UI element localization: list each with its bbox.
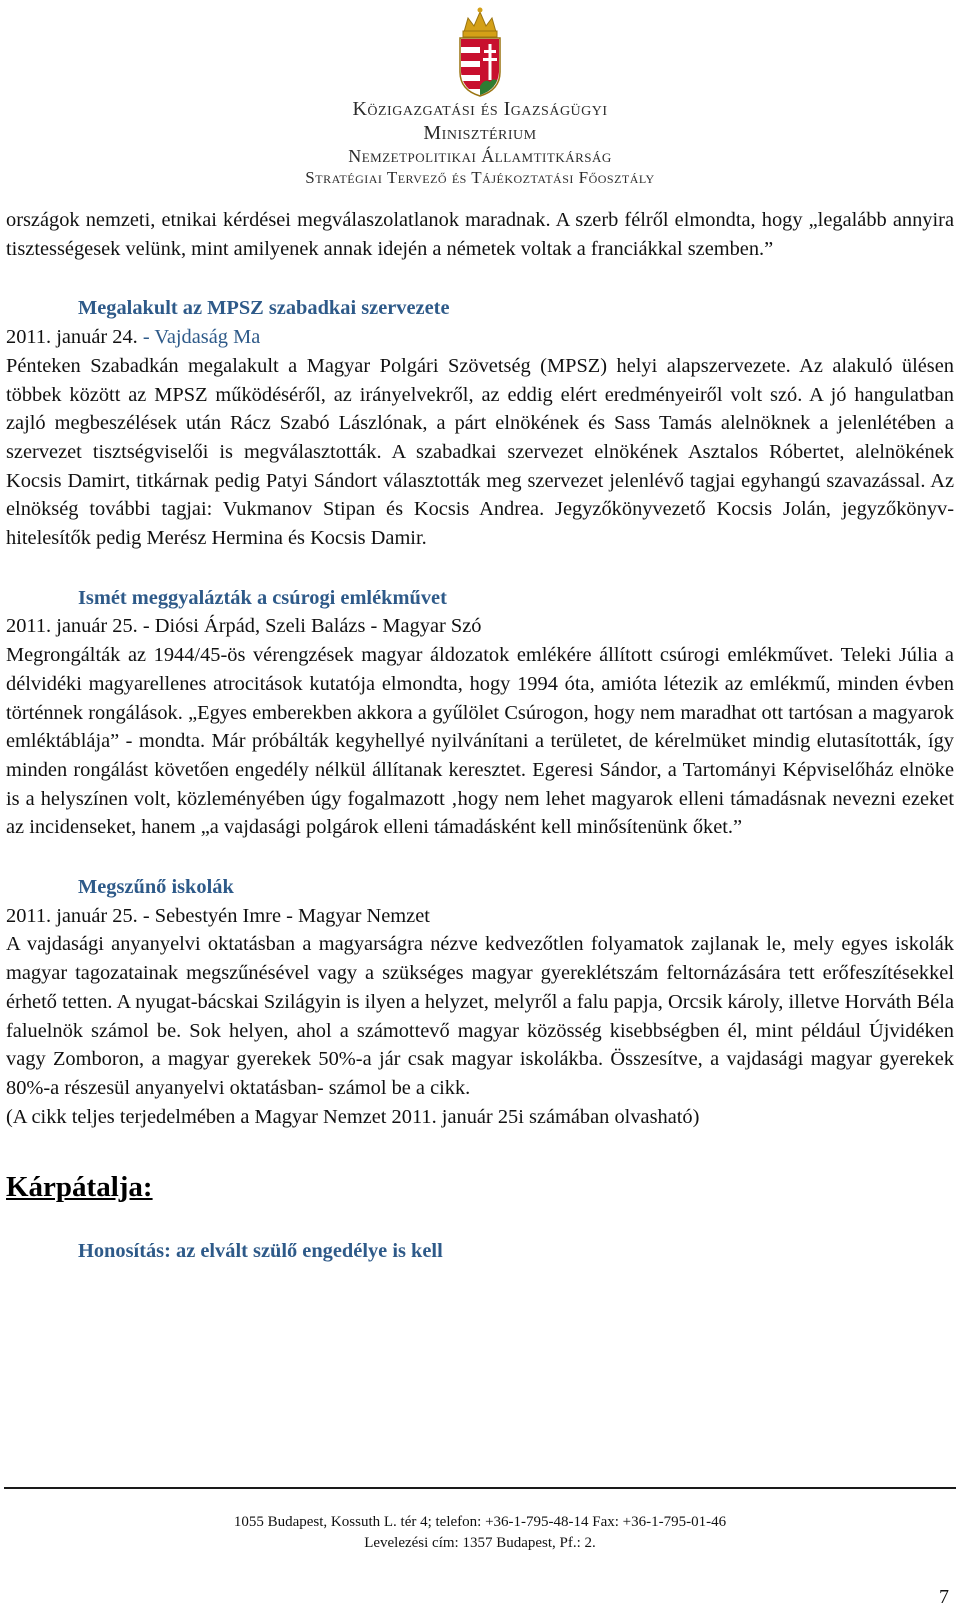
article2-meta xyxy=(6,612,954,641)
article1-text: Pénteken Szabadkán megalakult a Magyar Polgári Szövetség (MPSZ) helyi alapszervezete. Az alakuló ülésen többek között az MPSZ működéséről, az irányelvekről, az eddig elért eredményeiről volt szó. A jó hangulatban zajló megbeszélések után Rácz Szabó Lászlónak, a párt elnökének és Sass Tamás alelnöknek a jelenlétében a szervezet tisztségviselői is megválasztották. A szabadkai szervezet elnökének Asztalos Róbertet, alelnökének Kocsis Damirt, titkárnak pedig Patyi Sándort választották meg szervezet jelenlévő tagjai egyhangú szavazással. Az elnökség további tagjai: Vukmanov Stipan és Kocsis Andrea. Jegyzőkönyvezető Kocsis Jolán, jegyzőkönyv-hitelesítők pedig Merész Hermina és Kocsis Damir. xyxy=(6,354,954,550)
coat-of-arms-logo xyxy=(454,6,506,98)
department-name: Nemzetpolitikai Államtitkárság xyxy=(348,146,612,166)
page-number: 7 xyxy=(939,1586,949,1608)
article1-source: - Vajdaság Ma xyxy=(137,326,261,349)
division-name: Stratégiai Tervező és Tájékoztatási Főosztály xyxy=(305,168,655,187)
ministry-name-line1: Közigazgatási és Igazságügyi xyxy=(352,98,608,120)
page-header xyxy=(0,0,960,195)
article2-title: Ismét meggyalázták a csúrogi emlékművet xyxy=(78,586,447,609)
document-body xyxy=(6,206,954,1266)
article3-source: - Sebestyén Imre - Magyar Nemzet xyxy=(137,904,430,927)
footer-address: 1055 Budapest, Kossuth L. tér 4; telefon: +36-1-795-48-14 Fax: +36-1-795-01-46 xyxy=(233,1514,727,1530)
article2-text: Megrongálták az 1944/45-ös vérengzések magyar áldozatok emlékére állított csúrogi emlékművet. Teleki Júlia a délvidéki magyarellenes atrocitások kutatója elmondta, hogy 1994 óta, amióta létezik az emlékmű, minden évben történnek rongálások. „Egyes emberekben akkora a gyűlölet Csúrogon, hogy nem maradhat ott tartósan a magyarok emléktáblája” - mondta. Már próbálták kegyhellyé nyilvánítani a területet, de kérelmüket mindig elutasították, így minden rongálást követően engedély nélkül állítanak keresztet. Egeresi Sándor, a Tartományi Képviselőház elnöke is a helyszínen volt, közleményében úgy fogalmazott ‚hogy nem lehet magyarok elleni támadásnak nevezni ezeket az incidenseket, hanem „a vajdasági polgárok elleni támadásként kell minősítenünk őket.” xyxy=(6,644,954,839)
article3-note: (A cikk teljes terjedelmében a Magyar Nemzet 2011. január 25i számában olvasható) xyxy=(6,1105,700,1128)
footer-mailing-address: Levelezési cím: 1357 Budapest, Pf.: 2. xyxy=(364,1535,596,1551)
article1-date: 2011. január 24. xyxy=(6,326,138,349)
ministry-name-line2: Minisztérium xyxy=(423,122,537,144)
article1-title: Megalakult az MPSZ szabadkai szervezete xyxy=(78,297,450,320)
article4-title: Honosítás: az elvált szülő engedélye is kell xyxy=(78,1240,443,1263)
intro-paragraph: országok nemzeti, etnikai kérdései megválaszolatlanok maradnak. A szerb félről elmondta, hogy „legalább annyira tisztességesek velünk, mint amilyenek annak idején a németek voltak a franciákkal szemben.” xyxy=(6,209,954,260)
region-heading: Kárpátalja: xyxy=(6,1171,153,1204)
article3-meta xyxy=(6,902,954,931)
article3-title: Megszűnő iskolák xyxy=(78,876,234,899)
article1-meta xyxy=(6,323,954,352)
footer-divider xyxy=(4,1487,956,1489)
article3-text: A vajdasági anyanyelvi oktatásban a magyarságra nézve kedvezőtlen folyamatok zajlanak le, mely egyes iskolák magyar tagozatainak megszűnésével vagy a szükséges magyar gyereklétszám feltornázására tett erőfeszítésekkel érhető tetten. A nyugat-bácskai Szilágyin is ilyen a helyzet, melyről a falu papja, Orcsik károly, illetve Horváth Béla faluelnök számol be. Sok helyen, ahol a számottevő magyar közösség kisebbségben él, mint például Újvidéken vagy Zomboron, a magyar gyerekek 50%-a jár csak magyar iskolákba. Összesítve, a vajdasági magyar gyerekek 80%-a részesül anyanyelvi oktatásban- számol be a cikk. xyxy=(6,933,954,1099)
article2-source: - Diósi Árpád, Szeli Balázs - Magyar Szó xyxy=(137,615,482,638)
article3-date: 2011. január 25. xyxy=(6,904,138,927)
article2-date: 2011. január 25. xyxy=(6,615,138,638)
